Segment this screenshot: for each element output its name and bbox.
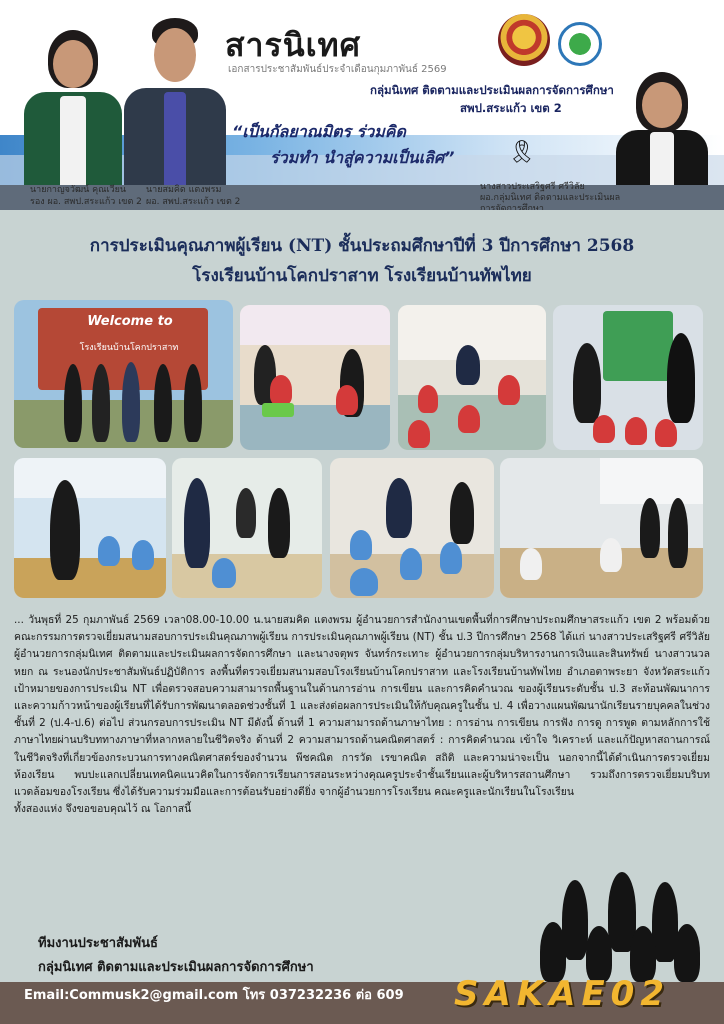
sakaeo-office-logo-icon [558, 22, 602, 66]
office-name: สพป.สระแก้ว เขต 2 [460, 101, 562, 115]
photo-classroom-2 [398, 305, 546, 450]
pr-team-group: กลุ่มนิเทศ ติดตามและประเมินผลการจัดการศึกษา [38, 960, 314, 975]
slogan-line-1: “เป็นกัลยาณมิตร ร่วมคิด [232, 122, 406, 141]
headline-line-2: โรงเรียนบ้านโคกปราสาท โรงเรียนบ้านทัพไทย [192, 266, 532, 286]
school-name-sign: โรงเรียนบ้านโคกปราสาท [79, 343, 179, 353]
photo-person-1 [18, 30, 128, 185]
brand-subtitle: เอกสารประชาสัมพันธ์ประจำเดือนกุมภาพันธ์ 2569 [228, 64, 447, 75]
footer-contact: Email:Commusk2@gmail.com โทร 037232236 ต่อ 609 [24, 988, 404, 1003]
obec-emblem-icon [498, 14, 550, 66]
pr-team-label: ทีมงานประชาสัมพันธ์ [38, 936, 158, 951]
supervision-group-name: กลุ่มนิเทศ ติดตามและประเมินผลการจัดการศึกษา [370, 83, 614, 97]
article-body [14, 612, 710, 818]
photo-classroom-7 [500, 458, 703, 598]
photo-person-2 [120, 18, 230, 185]
photo-classroom-1 [240, 305, 390, 450]
person-2-caption: นายสมคิด แตงพรม ผอ. สพป.สระแก้ว เขต 2 [146, 185, 241, 207]
slogan-line-2: ร่วมทำ นำสู่ความเป็นเลิศ” [270, 148, 455, 167]
photo-classroom-6 [330, 458, 494, 598]
welcome-sign: Welcome to [87, 314, 173, 329]
article-paragraph: ... วันพุธที่ 25 กุมภาพันธ์ 2569 เวลา08.00-10.00 น.นายสมคิด แตงพรม ผู้อำนวยการสำนักงานเขตพื้นที่การศึกษาประถมศึกษาสระแก้ว เขต 2 พร้อมด้วยคณะกรรมการตรวจเยี่ยมสนามสอบการประเมินคุณภาพผู้เรียน การประเมินคุณภาพผู้เรียน (NT) ชั้น ป.3 ปีการศึกษา 2568 ได้แก่ นางสาวประเสริฐศรี ศรีวิลัย ผู้อำนวยการกลุ่มนิเทศ ติดตามและประเมินผลการจัดการศึกษา และนางจตุพร จันทร์กระเทาะ ผู้อำนวยการกลุ่มบริหารงานการเงินและสินทรัพย์ นางสาวนวลหยก ณ ระนองนักประชาสัมพันธ์ปฏิบัติการ ลงพื้นที่ตรวจเยี่ยมสนามสอบโรงเรียนบ้านโคกปราสาท และโรงเรียนบ้านทัพไทย อำเภอตาพระยา จังหวัดสระแก้ว เป้าหมายของการประเมิน NT เพื่อตรวจสอบความสามารถพื้นฐานในด้านการอ่าน การเขียน และการคิดคำนวณ ของผู้เรียนระดับชั้น ป.3 สะท้อนพัฒนาการและความก้าวหน้าของผู้เรียนที่ได้รับการพัฒนาตลอดช่วงชั้นที่ 1 และส่งต่อผลการประเมินให้กับคุณครูในชั้น ป. 4 เพื่อวางแผนพัฒนานักเรียนรายบุคคลในช่วงชั้นที่ 2 (ป.4-ป.6) ต่อไป ส่วนกรอบการประเมิน NT มีดังนี้ ด้านที่ 1 ความสามารถด้านภาษาไทย : การอ่าน การเขียน การฟัง การดู การพูด ตามหลักการใช้ภาษาไทยผ่านบริบททางภาษาที่หลากหลายในชีวิตจริง ด้านที่ 2 ความสามารถด้านคณิตศาสตร์ : การคิดคำนวณ เข้าใจ วิเคราะห์ และแก้ปัญหาสถานการณ์ในชีวิตจริงที่เกี่ยวข้องกระบวนการทางคณิตศาสตร์ของจำนวน พีชคณิต การวัด เรขาคณิต สถิติ และความน่าจะเป็น นอกจากนี้ได้ดำเนินการตรวจเยี่ยมห้องเรียน พบปะแลกเปลี่ยนเทคนิคแนวคิดในการจัดการเรียนการสอนระหว่างคุณครูประจำชั้นเรียนและผู้บริหารสถานศึกษา รวมถึงการตรวจเยี่ยมบริบทแวดล้อมของโรงเรียน ซึ่งได้รับความร่วมมือและการต้อนรับอย่างดียิ่ง จากผู้อำนวยการโรงเรียน คณะครูและนักเรียนในโรงเรียน [14, 614, 710, 799]
person-3-caption: นางสาวประเสริฐศรี ศรีวิลัย ผอ.กลุ่มนิเทศ ติดตามและประเมินผล การจัดการศึกษา [480, 182, 621, 210]
article-closing: ทั้งสองแห่ง จึงขอขอบคุณไว้ ณ โอกาสนี้ [14, 803, 192, 816]
photo-school-entrance [14, 300, 233, 448]
person-1-caption: นายกาญจวัฒน์ คุณเวียน รอง ผอ. สพป.สระแก้ว เขต 2 [30, 185, 142, 207]
photo-classroom-3 [553, 305, 703, 450]
photo-classroom-4 [14, 458, 166, 598]
header-banner [0, 0, 724, 210]
brand-title: สารนิเทศ [225, 26, 361, 64]
mourning-ribbon-icon: 🎗 [508, 140, 536, 165]
photo-team-group [530, 872, 720, 982]
photo-person-3 [612, 72, 712, 185]
photo-classroom-5 [172, 458, 322, 598]
headline-line-1: การประเมินคุณภาพผู้เรียน (NT) ชั้นประถมศึกษาปีที่ 3 ปีการศึกษา 2568 [89, 236, 635, 256]
sakaeo2-brand: SAKAE02 [454, 974, 671, 1014]
